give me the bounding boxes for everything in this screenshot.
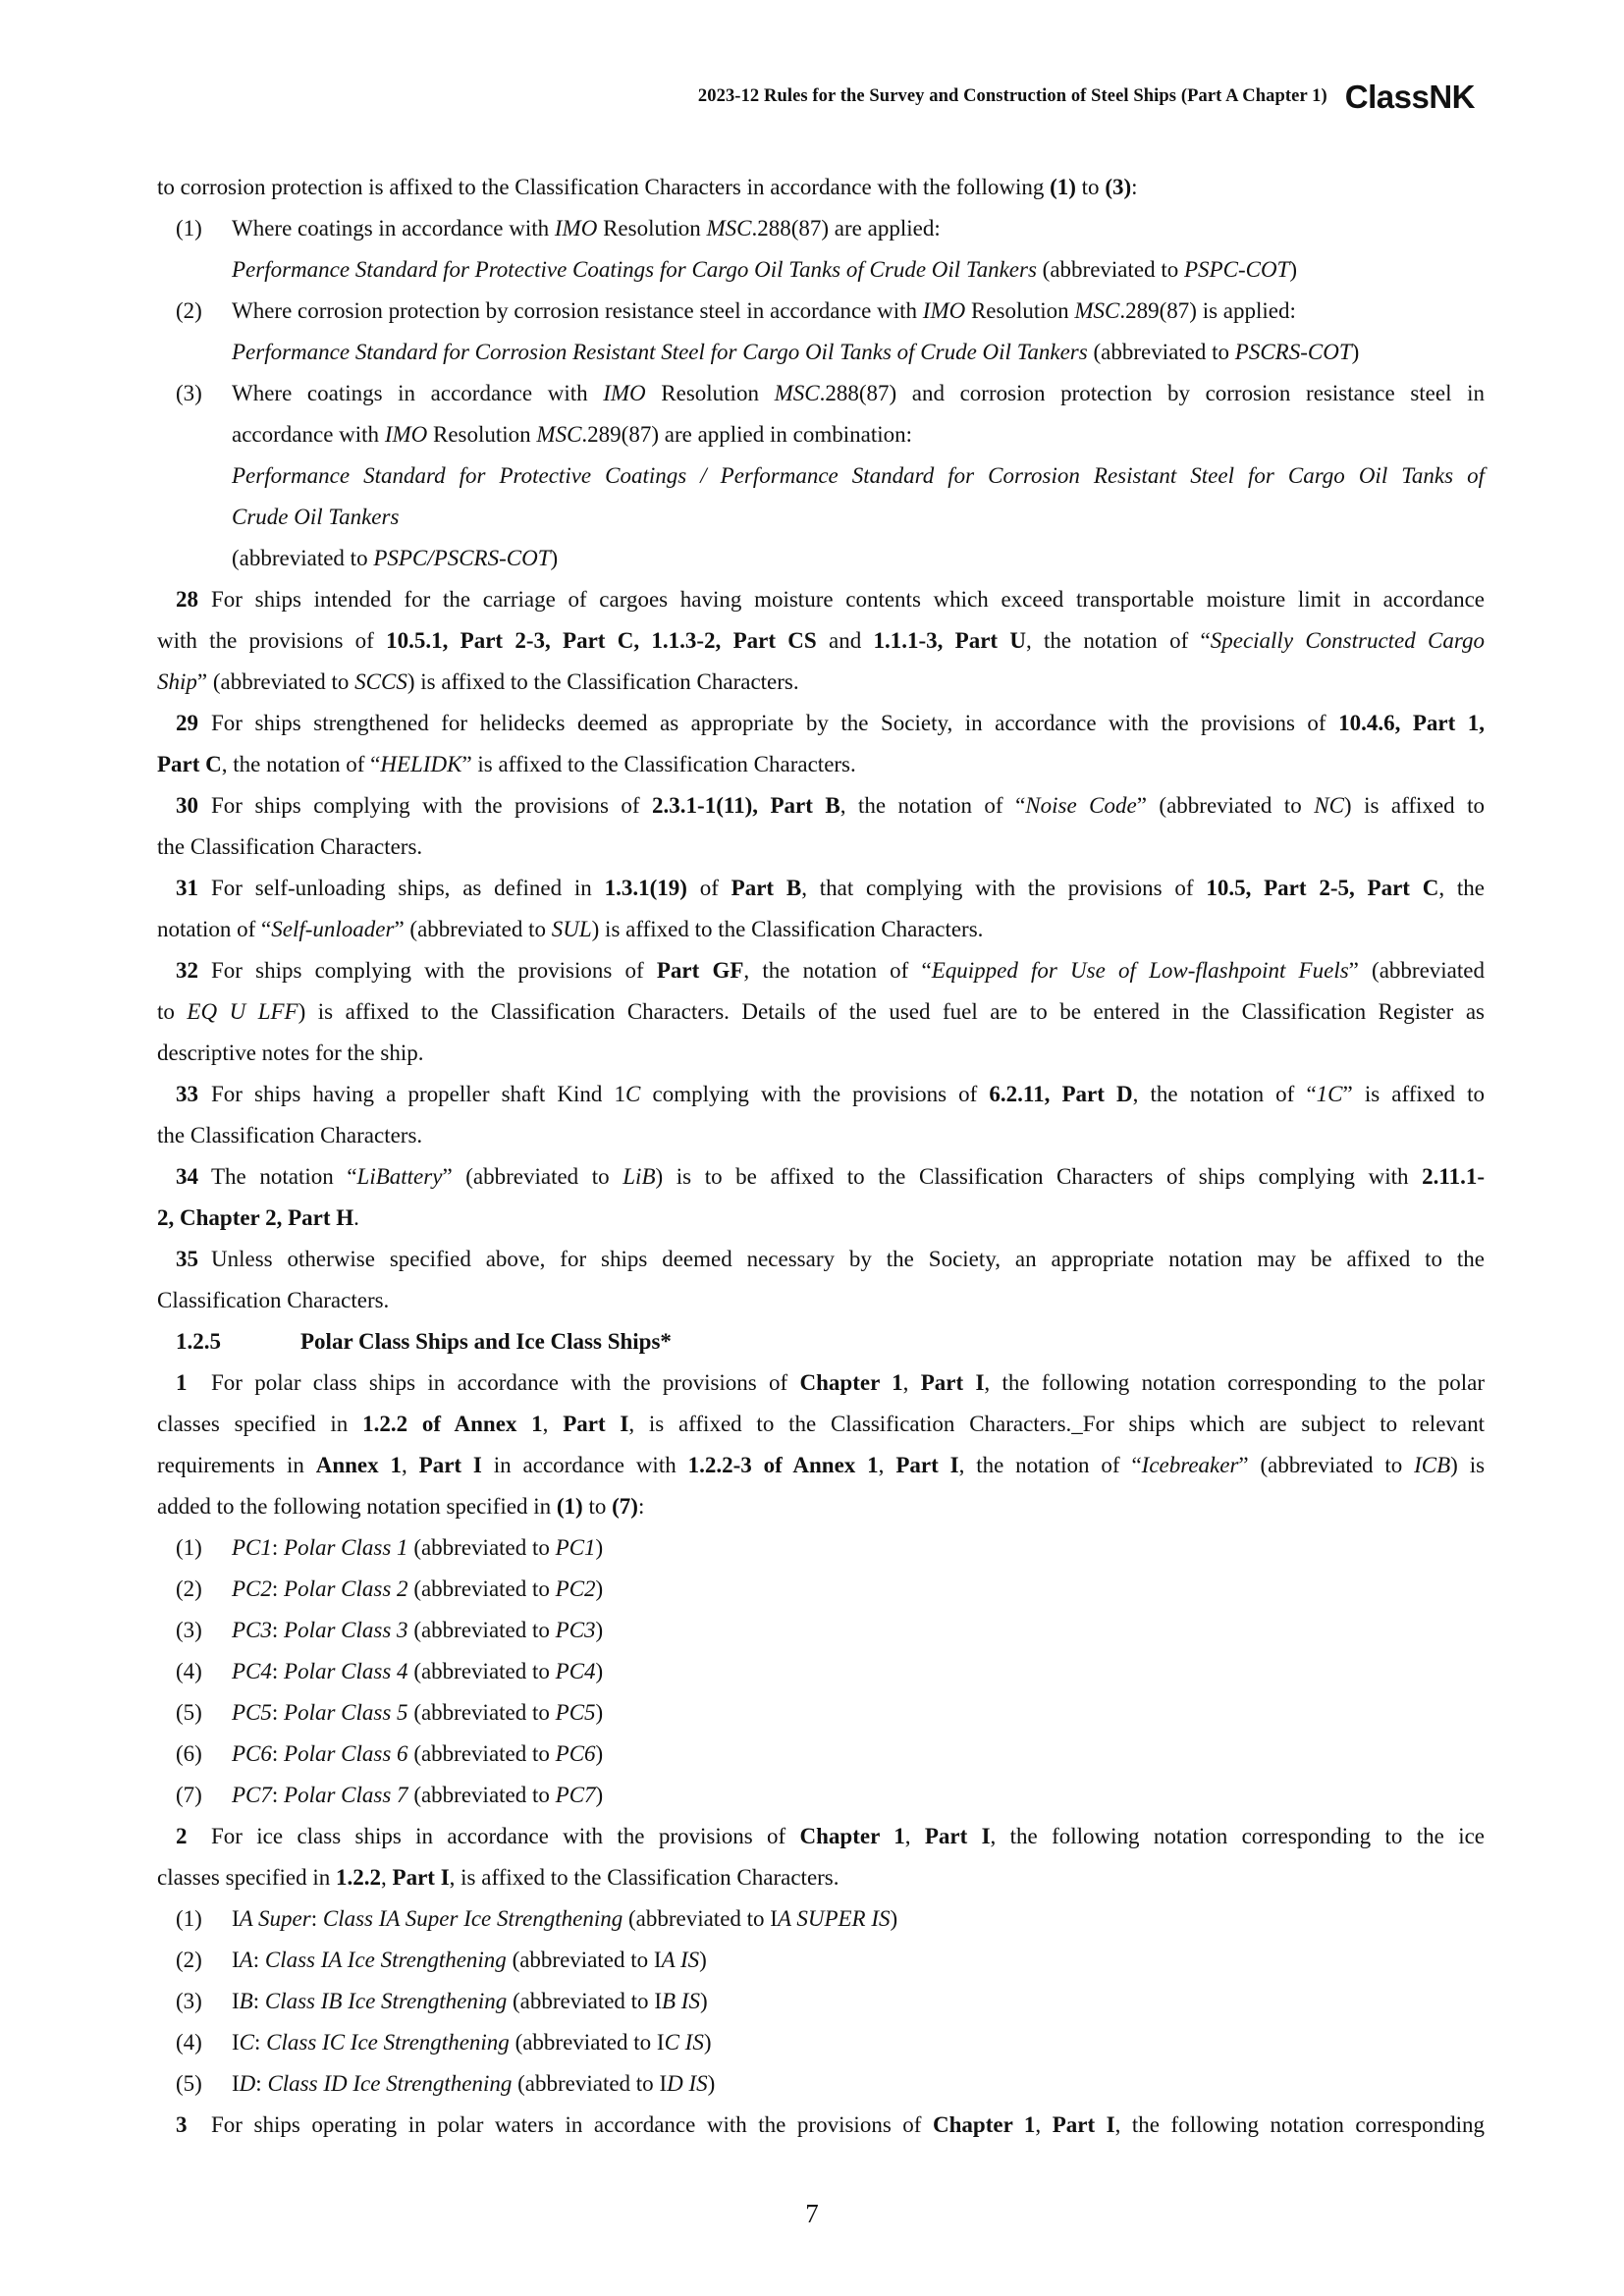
list-item-continuation: accordance with IMO Resolution MSC.289(87) are applied in combination:	[232, 422, 913, 447]
polar-class-item: (4) PC4: Polar Class 4 (abbreviated to PC4)	[176, 1659, 604, 1683]
ice-class-item: (2) IA: Class IA Ice Strengthening (abbreviated to IA IS)	[176, 1948, 707, 1972]
polar-class-item: (2) PC2: Polar Class 2 (abbreviated to PC2)	[176, 1576, 604, 1601]
paragraph-line: classes specified in 1.2.2, Part I, is affixed to the Classification Characters.	[157, 1865, 839, 1890]
ice-class-item: (5) ID: Class ID Ice Strengthening (abbreviated to ID IS)	[176, 2071, 716, 2096]
standard-line: Performance Standard for Protective Coatings / Performance Standard for Corrosion Resistant Steel for Cargo Oil Tanks of	[232, 463, 1485, 488]
paragraph-line: added to the following notation specified in (1) to (7):	[157, 1494, 645, 1519]
section-heading: 1.2.5 Polar Class Ships and Ice Class Ships*	[176, 1329, 672, 1354]
paragraph-line: notation of “Self-unloader” (abbreviated to SUL) is affixed to the Classification Characters.	[157, 917, 984, 941]
polar-class-item: (5) PC5: Polar Class 5 (abbreviated to PC5)	[176, 1700, 604, 1725]
list-item: (3) Where coatings in accordance with IMO Resolution MSC.288(87) and corrosion protection by corrosion resistance steel in	[176, 381, 1485, 405]
ice-class-item: (1) IA Super: Class IA Super Ice Strengthening (abbreviated to IA SUPER IS)	[176, 1906, 898, 1931]
page-header	[698, 80, 1475, 113]
paragraph-32: 32 For ships complying with the provisions of Part GF, the notation of “Equipped for Use of Low-flashpoint Fuels” (abbreviated	[176, 958, 1485, 983]
paragraph-line: 2, Chapter 2, Part H.	[157, 1205, 359, 1230]
section-paragraph-1: 1 For polar class ships in accordance with the provisions of Chapter 1, Part I, the following notation corresponding to the polar	[176, 1370, 1486, 1395]
paragraph-line: Part C, the notation of “HELIDK” is affixed to the Classification Characters.	[157, 752, 856, 776]
ice-class-item: (4) IC: Class IC Ice Strengthening (abbreviated to IC IS)	[176, 2030, 712, 2055]
polar-class-item: (1) PC1: Polar Class 1 (abbreviated to PC1)	[176, 1535, 604, 1560]
section-paragraph-2: 2 For ice class ships in accordance with the provisions of Chapter 1, Part I, the following notation corresponding to the ice	[176, 1824, 1486, 1848]
standard-line: Performance Standard for Protective Coatings for Cargo Oil Tanks of Crude Oil Tankers (abbreviated to PSPC-COT)	[232, 257, 1298, 282]
paragraph-line: descriptive notes for the ship.	[157, 1041, 424, 1065]
paragraph-line: Classification Characters.	[157, 1288, 390, 1312]
classnk-logo: ClassNK	[1344, 79, 1475, 115]
list-item: (1) Where coatings in accordance with IMO Resolution MSC.288(87) are applied:	[176, 216, 941, 240]
ice-class-item: (3) IB: Class IB Ice Strengthening (abbreviated to IB IS)	[176, 1989, 708, 2013]
body-text	[157, 167, 1485, 2146]
paragraph-line: requirements in Annex 1, Part I in accordance with 1.2.2-3 of Annex 1, Part I, the notation of “Icebreaker” (abbreviated to ICB) is	[157, 1453, 1486, 1477]
paragraph-line: to EQ U LFF) is affixed to the Classification Characters. Details of the used fuel are to be entered in the Classification Register as	[157, 999, 1485, 1024]
page-number: 7	[805, 2199, 819, 2228]
paragraph-30: 30 For ships complying with the provisions of 2.3.1-1(11), Part B, the notation of “Noise Code” (abbreviated to NC) is affixed to	[176, 793, 1485, 818]
paragraph-33: 33 For ships having a propeller shaft Kind 1C complying with the provisions of 6.2.11, Part D, the notation of “1C” is affixed to	[176, 1082, 1485, 1106]
standard-line: Crude Oil Tankers	[232, 505, 400, 529]
polar-class-item: (7) PC7: Polar Class 7 (abbreviated to PC7)	[176, 1783, 604, 1807]
polar-class-item: (3) PC3: Polar Class 3 (abbreviated to PC3)	[176, 1618, 604, 1642]
standard-line: Performance Standard for Corrosion Resistant Steel for Cargo Oil Tanks of Crude Oil Tankers (abbreviated to PSCRS-COT)	[232, 340, 1360, 364]
list-item: (2) Where corrosion protection by corrosion resistance steel in accordance with IMO Resolution MSC.289(87) is applied:	[176, 298, 1296, 323]
paragraph-line: classes specified in 1.2.2 of Annex 1, Part I, is affixed to the Classification Characters._For ships which are subject to relevant	[157, 1412, 1485, 1436]
paragraph-31: 31 For self-unloading ships, as defined in 1.3.1(19) of Part B, that complying with the provisions of 10.5, Part 2-5, Part C, the	[176, 876, 1485, 900]
paragraph-29: 29 For ships strengthened for helidecks deemed as appropriate by the Society, in accordance with the provisions of 10.4.6, Part 1,	[176, 711, 1485, 735]
polar-class-item: (6) PC6: Polar Class 6 (abbreviated to PC6)	[176, 1741, 604, 1766]
abbreviation-line: (abbreviated to PSPC/PSCRS-COT)	[232, 546, 559, 570]
paragraph-28: 28 For ships intended for the carriage of cargoes having moisture contents which exceed transportable moisture limit in accordance	[176, 587, 1485, 612]
intro-line: to corrosion protection is affixed to the Classification Characters in accordance with the following (1) to (3):	[157, 175, 1138, 199]
section-paragraph-3: 3 For ships operating in polar waters in accordance with the provisions of Chapter 1, Part I, the following notation corresponding	[176, 2112, 1486, 2137]
header-title: 2023-12 Rules for the Survey and Construction of Steel Ships (Part A Chapter 1)	[697, 86, 1327, 106]
paragraph-line: Ship” (abbreviated to SCCS) is affixed to the Classification Characters.	[157, 669, 799, 694]
paragraph-line: with the provisions of 10.5.1, Part 2-3, Part C, 1.1.3-2, Part CS and 1.1.1-3, Part U, the notation of “Specially Constructed Cargo	[157, 628, 1485, 653]
paragraph-line: the Classification Characters.	[157, 1123, 423, 1148]
paragraph-line: the Classification Characters.	[157, 834, 423, 859]
paragraph-34: 34 The notation “LiBattery” (abbreviated to LiB) is to be affixed to the Classification Characters of ships complying with 2.11.1-	[176, 1164, 1485, 1189]
paragraph-35: 35 Unless otherwise specified above, for ships deemed necessary by the Society, an appropriate notation may be affixed to the	[176, 1247, 1485, 1271]
